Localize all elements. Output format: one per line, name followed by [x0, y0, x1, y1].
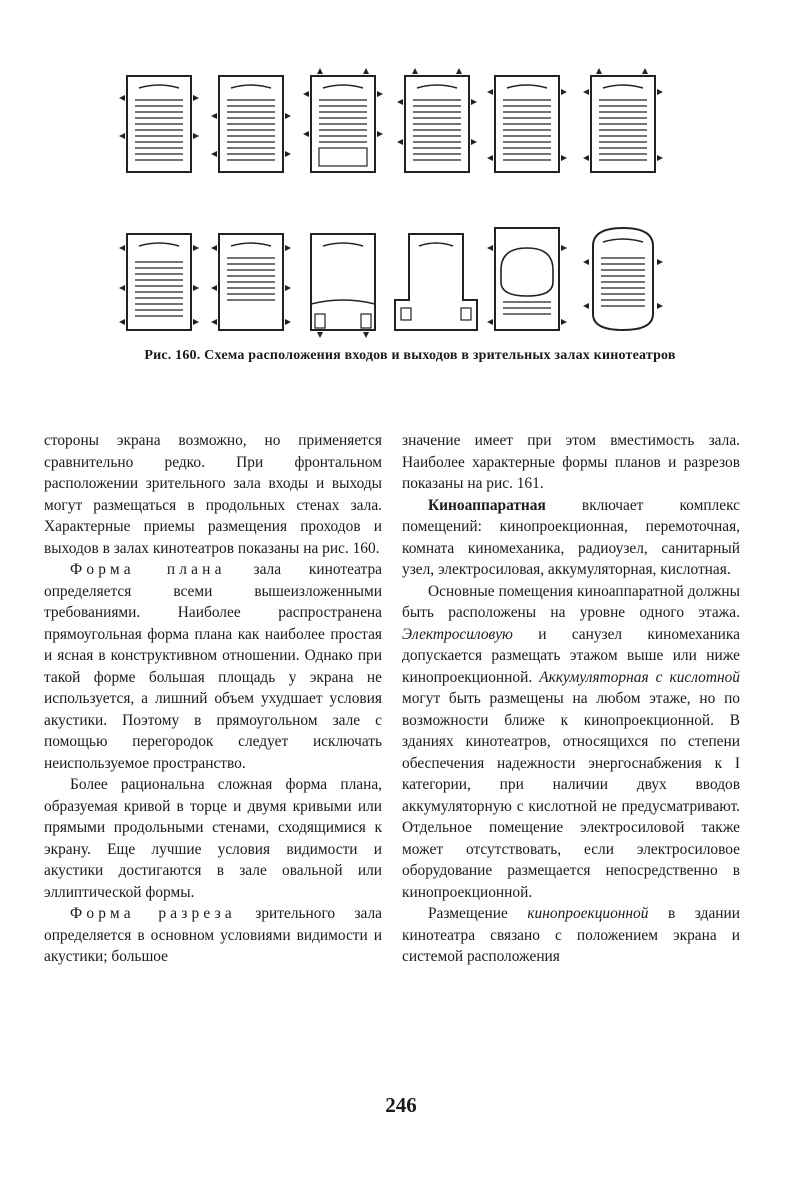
- hall-scheme-12: [593, 228, 653, 330]
- exit-arrow-markers: [119, 68, 663, 338]
- plan-form-term: Форма плана: [70, 561, 226, 578]
- hall-entrances-figure: [105, 62, 705, 362]
- left-paragraph-2: Форма плана зала кинотеатра определяется всеми вышеизложенными требованиями. Наиболее распространена прямоугольная форма плана как наиболее простая и ясная в конструктивном отношении. Однако при такой форме большая площадь у экрана не используется, а лишний объем ухудшает условия акустики. Поэтому в прямоугольном зале с помощью перегородок следует исключать неиспользуемое пространство.: [44, 561, 382, 772]
- hall-scheme-7: [127, 234, 191, 330]
- hall-scheme-4: [405, 76, 469, 172]
- left-paragraph-3: Более рациональна сложная форма плана, образуемая кривой в торце и двумя кривыми или прямыми продольными стенами, сходящимися к экрану. Еще лучшие условия видимости и акустики достигаются в зале овальной или эллиптической формы.: [44, 776, 382, 901]
- hall-scheme-5: [495, 76, 559, 172]
- right-paragraph-4: Размещение кинопроекционной в здании кинотеатра связано с положением экрана и системой расположения: [402, 905, 740, 965]
- projection-room-term: Киноаппаратная: [428, 496, 546, 514]
- hall-scheme-6: [591, 76, 655, 172]
- left-column: [44, 430, 382, 968]
- right-column: [402, 430, 740, 968]
- section-form-term: Форма разреза: [70, 905, 236, 922]
- hall-scheme-9: [311, 234, 375, 330]
- right-paragraph-3: Основные помещения киноаппаратной должны быть расположены на уровне одного этажа. Электросиловую и санузел киномеханика допускается размещать этажом выше или ниже кинопроекционной. Аккумуляторная с кислотной могут быть размещены на любом этаже, но по возможности ближе к кинопроекционной. В зданиях кинотеатров, относящихся по степени обеспечения надежности энергоснабжения к I категории, при наличии двух вводов аккумуляторную с кислотной не предусматривают. Отдельное помещение электросиловой также может отсутствовать, если электросиловое оборудование размещается непосредственно в кинопроекционной.: [402, 582, 740, 901]
- left-paragraph-4: Форма разреза зрительного зала определяется в основном условиями видимости и акустики; большое: [44, 905, 382, 965]
- hall-scheme-11: [495, 228, 559, 330]
- figure-caption: Рис. 160. Схема расположения входов и выходов в зрительных залах кинотеатров: [144, 348, 676, 363]
- right-paragraph-1: значение имеет при этом вместимость зала. Наиболее характерные формы планов и разрезов показаны на рис. 161.: [402, 432, 740, 492]
- hall-scheme-1: [127, 76, 191, 172]
- left-paragraph-1: стороны экрана возможно, но применяется сравнительно редко. При фронтальном расположении зрительного зала входы и выходы могут размещаться в продольных стенах зала. Характерные приемы размещения проходов и выходов в залах кинотеатров показаны на рис. 160.: [44, 432, 382, 557]
- hall-scheme-3: [311, 76, 375, 172]
- hall-scheme-2: [219, 76, 283, 172]
- hall-scheme-10: [395, 234, 477, 330]
- right-paragraph-2: Киноаппаратная включает комплекс помещений: кинопроекционная, перемоточная, комната киномеханика, радиоузел, санитарный узел, электросиловая, аккумуляторная, кислотная.: [402, 496, 740, 578]
- hall-scheme-8: [219, 234, 283, 330]
- page-number: 246: [385, 1093, 417, 1117]
